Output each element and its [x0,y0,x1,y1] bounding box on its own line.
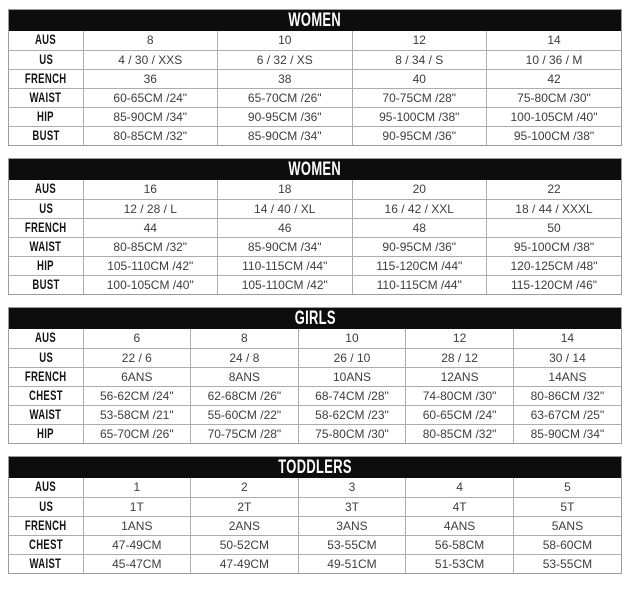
size-value-cell: 28 / 12 [406,348,514,367]
table-row [9,180,621,199]
size-value-cell: 100-105CM /40" [487,107,622,126]
table-title: WOMEN [288,159,342,180]
size-value-cell: 56-58CM [406,535,514,554]
size-value-cell: 60-65CM /24" [406,405,514,424]
size-value-cell: 26 / 10 [298,348,406,367]
size-value-cell: 6 [83,329,191,348]
size-value-cell: 3ANS [298,516,406,535]
table-row [9,516,621,535]
table-row [9,69,621,88]
table-row [9,237,621,256]
table-row [9,478,621,497]
row-label-cell: AUS [35,31,57,48]
row-label-cell: US [9,497,83,516]
size-value-cell: 50 [487,218,622,237]
size-value-cell: 12 [352,31,487,50]
row-label-cell: FRENCH [9,516,83,535]
size-value-cell: 12ANS [406,367,514,386]
size-grid [9,329,621,443]
size-value-cell: 10ANS [298,367,406,386]
table-title-bar [9,10,621,31]
row-label-cell: US [9,199,83,218]
size-value-cell: 65-70CM /26" [218,88,353,107]
table-title: GIRLS [294,308,336,329]
table-row [9,218,621,237]
size-value-cell: 5ANS [513,516,621,535]
size-value-cell: 110-115CM /44" [218,256,353,275]
size-value-cell: 85-90CM /34" [218,126,353,145]
size-value-cell: 1T [83,497,191,516]
table-title-bar [9,159,621,180]
size-value-cell: 105-110CM /42" [218,275,353,294]
size-value-cell: 6ANS [83,367,191,386]
table-row [9,256,621,275]
size-value-cell: 115-120CM /46" [487,275,622,294]
size-value-cell: 47-49CM [191,554,299,573]
size-value-cell: 14 [513,329,621,348]
size-value-cell: 44 [83,218,218,237]
size-value-cell: 120-125CM /48" [487,256,622,275]
size-value-cell: 20 [352,180,487,199]
size-value-cell: 95-100CM /38" [487,237,622,256]
row-label-cell: AUS [35,329,57,346]
size-value-cell: 85-90CM /34" [83,107,218,126]
size-value-cell: 30 / 14 [513,348,621,367]
size-value-cell: 85-90CM /34" [513,424,621,443]
size-value-cell: 1ANS [83,516,191,535]
size-value-cell: 80-85CM /32" [83,126,218,145]
size-value-cell: 68-74CM /28" [298,386,406,405]
table-title-bar [9,308,621,329]
size-table-toddlers [8,456,622,574]
size-value-cell: 70-75CM /28" [191,424,299,443]
size-value-cell: 53-58CM /21" [83,405,191,424]
size-value-cell: 4T [406,497,514,516]
row-label-cell: CHEST [9,386,83,405]
size-value-cell: 18 [218,180,353,199]
size-value-cell: 5 [513,478,621,497]
size-value-cell: 36 [83,69,218,88]
size-value-cell: 75-80CM /30" [298,424,406,443]
size-value-cell: 12 [406,329,514,348]
row-label-cell: WAIST [9,405,83,424]
size-value-cell: 18 / 44 / XXXL [487,199,622,218]
size-value-cell: 4 [406,478,514,497]
size-value-cell: 2ANS [191,516,299,535]
table-row [9,88,621,107]
size-value-cell: 110-115CM /44" [352,275,487,294]
size-value-cell: 63-67CM /25" [513,405,621,424]
size-value-cell: 115-120CM /44" [352,256,487,275]
size-table-women-2 [8,158,622,295]
size-value-cell: 90-95CM /36" [352,237,487,256]
row-label-cell: WAIST [9,237,83,256]
size-value-cell: 5T [513,497,621,516]
table-row [9,386,621,405]
table-title-bar [9,457,621,478]
row-label-cell: AUS [35,478,57,495]
size-value-cell: 65-70CM /26" [83,424,191,443]
table-row [9,31,621,50]
size-value-cell: 3 [298,478,406,497]
size-value-cell: 10 [218,31,353,50]
size-value-cell: 10 / 36 / M [487,50,622,69]
size-value-cell: 22 / 6 [83,348,191,367]
row-label-cell: AUS [35,180,57,197]
size-value-cell: 2 [191,478,299,497]
table-row [9,275,621,294]
size-value-cell: 16 [83,180,218,199]
row-label-cell: HIP [9,424,83,443]
row-label-cell: FRENCH [9,69,83,88]
size-value-cell: 105-110CM /42" [83,256,218,275]
row-label-cell: WAIST [9,88,83,107]
row-label-cell: BUST [9,275,83,294]
size-value-cell: 2T [191,497,299,516]
size-value-cell: 80-86CM /32" [513,386,621,405]
size-value-cell: 16 / 42 / XXL [352,199,487,218]
size-value-cell: 70-75CM /28" [352,88,487,107]
size-grid [9,180,621,294]
size-value-cell: 45-47CM [83,554,191,573]
size-value-cell: 100-105CM /40" [83,275,218,294]
size-value-cell: 1 [83,478,191,497]
size-value-cell: 80-85CM /32" [83,237,218,256]
table-title: TODDLERS [278,457,352,478]
row-label-cell: US [9,50,83,69]
row-label-cell: HIP [9,107,83,126]
size-value-cell: 48 [352,218,487,237]
size-value-cell: 90-95CM /36" [218,107,353,126]
size-value-cell: 40 [352,69,487,88]
size-value-cell: 46 [218,218,353,237]
row-label-cell: BUST [9,126,83,145]
size-value-cell: 10 [298,329,406,348]
size-value-cell: 42 [487,69,622,88]
size-value-cell: 75-80CM /30" [487,88,622,107]
size-value-cell: 50-52CM [191,535,299,554]
size-value-cell: 38 [218,69,353,88]
size-value-cell: 14 / 40 / XL [218,199,353,218]
row-label-cell: FRENCH [9,218,83,237]
size-value-cell: 95-100CM /38" [352,107,487,126]
size-value-cell: 4 / 30 / XXS [83,50,218,69]
size-value-cell: 12 / 28 / L [83,199,218,218]
size-grid [9,31,621,145]
size-table-women-1 [8,9,622,146]
table-title: WOMEN [288,10,342,31]
size-value-cell: 51-53CM [406,554,514,573]
size-value-cell: 8 [191,329,299,348]
size-value-cell: 3T [298,497,406,516]
size-value-cell: 14ANS [513,367,621,386]
size-value-cell: 6 / 32 / XS [218,50,353,69]
size-value-cell: 95-100CM /38" [487,126,622,145]
size-value-cell: 8 / 34 / S [352,50,487,69]
size-value-cell: 74-80CM /30" [406,386,514,405]
size-value-cell: 90-95CM /36" [352,126,487,145]
row-label-cell: WAIST [9,554,83,573]
size-value-cell: 49-51CM [298,554,406,573]
table-row [9,126,621,145]
table-row [9,199,621,218]
size-table-girls [8,307,622,444]
size-value-cell: 47-49CM [83,535,191,554]
size-value-cell: 62-68CM /26" [191,386,299,405]
size-value-cell: 53-55CM [513,554,621,573]
size-value-cell: 22 [487,180,622,199]
size-value-cell: 85-90CM /34" [218,237,353,256]
size-value-cell: 56-62CM /24" [83,386,191,405]
row-label-cell: FRENCH [9,367,83,386]
table-row [9,535,621,554]
size-value-cell: 60-65CM /24" [83,88,218,107]
size-value-cell: 24 / 8 [191,348,299,367]
row-label-cell: US [9,348,83,367]
table-row [9,405,621,424]
size-value-cell: 8 [83,31,218,50]
size-value-cell: 8ANS [191,367,299,386]
size-value-cell: 80-85CM /32" [406,424,514,443]
size-value-cell: 53-55CM [298,535,406,554]
size-value-cell: 55-60CM /22" [191,405,299,424]
table-row [9,497,621,516]
size-value-cell: 14 [487,31,622,50]
table-row [9,367,621,386]
table-row [9,50,621,69]
size-value-cell: 58-60CM [513,535,621,554]
size-value-cell: 58-62CM /23" [298,405,406,424]
table-row [9,329,621,348]
table-row [9,348,621,367]
row-label-cell: CHEST [9,535,83,554]
size-value-cell: 4ANS [406,516,514,535]
row-label-cell: HIP [9,256,83,275]
table-row [9,554,621,573]
table-row [9,107,621,126]
size-grid [9,478,621,573]
table-row [9,424,621,443]
